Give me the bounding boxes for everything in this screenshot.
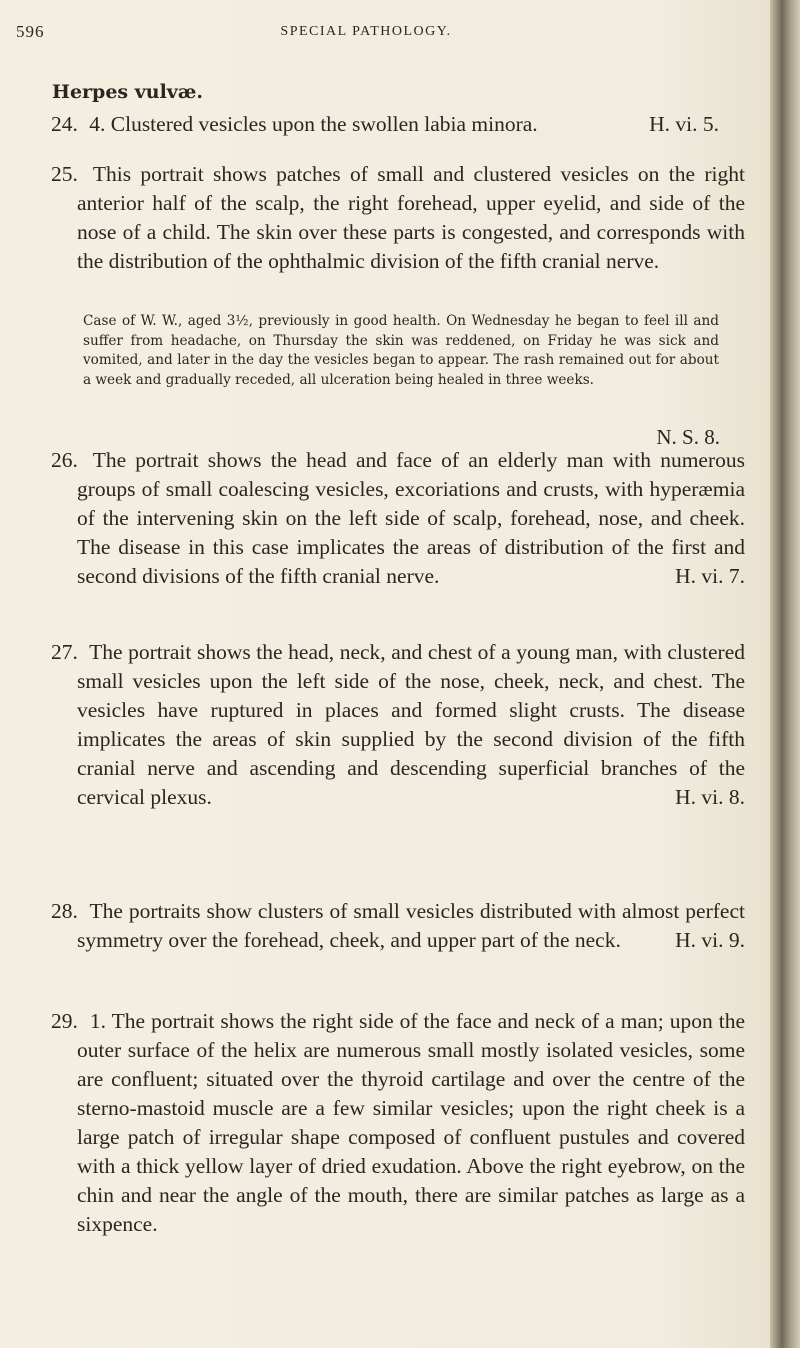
page-number: 596: [16, 22, 45, 41]
entry-26: [51, 446, 745, 591]
entry-29: [51, 1007, 745, 1239]
entry-text: 4. Clustered vesicles upon the swollen labia minora.: [89, 112, 538, 136]
case-reference: N. S. 8.: [656, 425, 720, 449]
entry-reference: H. vi. 8.: [675, 785, 745, 809]
section-title: Herpes vulvæ.: [52, 81, 203, 103]
entry-text: The portrait shows the head and face of an elderly man with numerous groups of small coalescing vesicles, excoriations and crusts, with hyperæmia of the intervening skin on the left side of scalp, forehead, nose, and cheek. The disease in this case implicates the areas of distribution of the first and second divisions of the fifth cranial nerve.: [77, 448, 746, 588]
entry-number: 26.: [51, 448, 78, 472]
entry-24: [51, 110, 719, 139]
entry-text: This portrait shows patches of small and clustered vesicles on the right anterior half of the scalp, the right forehead, upper eyelid, and side of the nose of a child. The skin over these parts is congested, and corresponds with the distribution of the ophthalmic division of the fifth cranial nerve.: [77, 162, 745, 273]
case-note: Case of W. W., aged 3½, previously in good health. On Wednesday he began to feel ill and suffer from headache, on Thursday the skin was reddened, on Friday he was sick and vomited, and later in the day the vesicles began to appear. The rash remained out for about a week and gradually receded, all ulceration being healed in three weeks.: [83, 313, 719, 388]
entry-reference: H. vi. 5.: [649, 112, 719, 136]
running-header: [16, 22, 716, 46]
entry-text: The portrait shows the head, neck, and chest of a young man, with clustered small vesicles upon the left side of the nose, cheek, neck, and chest. The vesicles have ruptured in places and formed slight crusts. The disease implicates the areas of skin supplied by the second division of the fifth cranial nerve and ascending and descending superficial branches of the cervical plexus.: [77, 640, 745, 809]
entry-25: [51, 160, 745, 276]
running-title: SPECIAL PATHOLOGY.: [280, 24, 452, 39]
entry-text: The portraits show clusters of small vesicles distributed with almost perfect symmetry over the forehead, cheek, and upper part of the neck.: [77, 899, 745, 952]
entry-number: 29.: [51, 1009, 78, 1033]
entry-text: 1. The portrait shows the right side of the face and neck of a man; upon the outer surface of the helix are numerous small mostly isolated vesicles, some are confluent; situated over the thyroid cartilage and over the centre of the sterno-mastoid muscle are a few similar vesicles; upon the right cheek is a large patch of irregular shape composed of confluent pustules and covered with a thick yellow layer of dried exudation. Above the right eyebrow, on the chin and near the angle of the mouth, there are similar patches as large as a sixpence.: [77, 1009, 746, 1236]
entry-number: 27.: [51, 640, 78, 664]
entry-number: 25.: [51, 162, 78, 186]
entry-number: 24.: [51, 112, 78, 136]
book-spine-edge: [770, 0, 800, 1348]
entry-reference: H. vi. 7.: [675, 564, 745, 588]
entry-28: [51, 897, 745, 955]
entry-27: [51, 638, 745, 812]
entry-number: 28.: [51, 899, 78, 923]
entry-reference: H. vi. 9.: [675, 928, 745, 952]
